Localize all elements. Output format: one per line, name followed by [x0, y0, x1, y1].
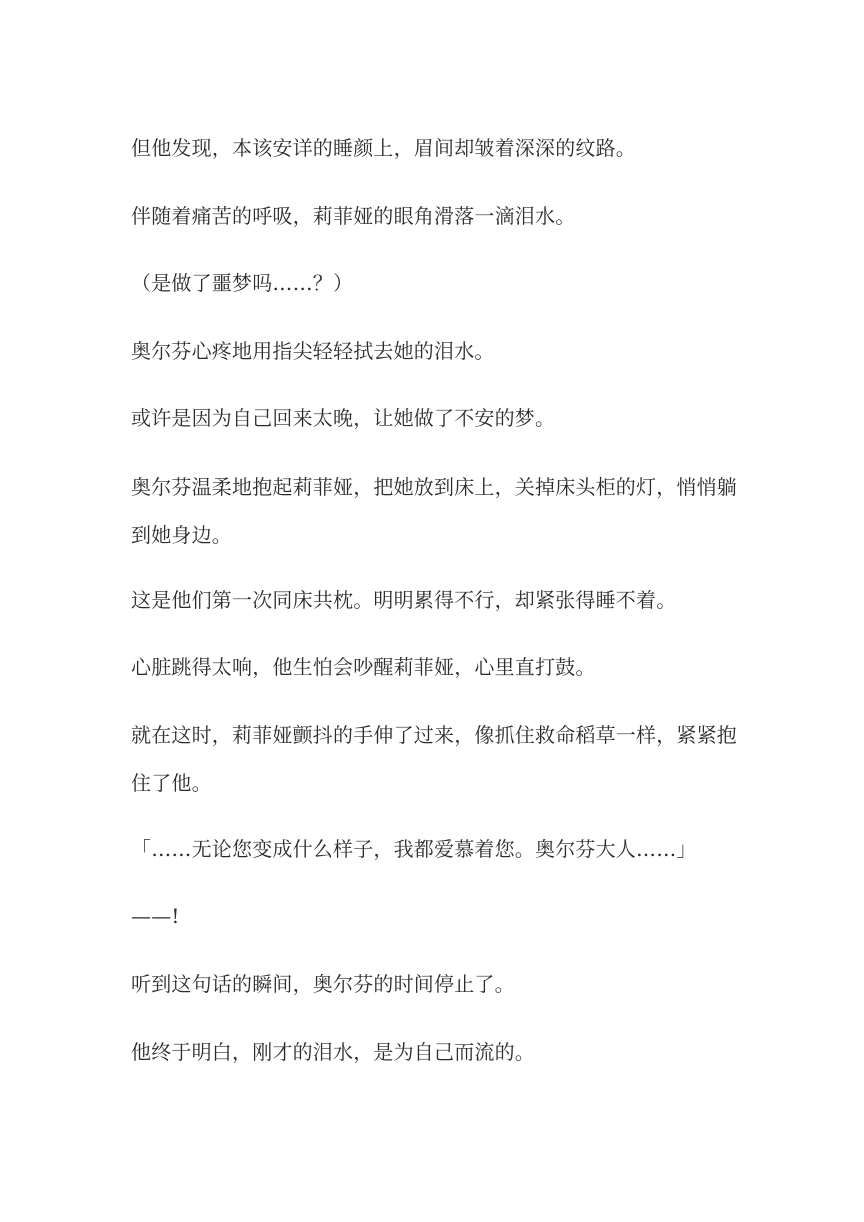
paragraph-9: 就在这时，莉菲娅颤抖的手伸了过来，像抓住救命稻草一样，紧紧抱住了他。 — [131, 723, 737, 795]
paragraph-3: （是做了噩梦吗……？） — [131, 271, 354, 295]
paragraph-12: 听到这句话的瞬间，奥尔芬的时间停止了。 — [131, 972, 515, 996]
paragraph-7: 这是他们第一次同床共枕。明明累得不行，却紧张得睡不着。 — [131, 588, 677, 612]
paragraph-8: 心脏跳得太响，他生怕会吵醒莉菲娅，心里直打鼓。 — [131, 655, 596, 679]
paragraph-1: 但他发现，本该安详的睡颜上，眉间却皱着深深的纹路。 — [131, 136, 636, 160]
paragraph-10: 「……无论您变成什么样子，我都爱慕着您。奥尔芬大人……」 — [131, 837, 697, 861]
paragraph-6: 奥尔芬温柔地抱起莉菲娅，把她放到床上，关掉床头柜的灯，悄悄躺到她身边。 — [131, 475, 737, 547]
paragraph-5: 或许是因为自己回来太晚，让她做了不安的梦。 — [131, 406, 556, 430]
paragraph-13: 他终于明白，刚才的泪水，是为自己而流的。 — [131, 1040, 535, 1064]
paragraph-11: ——! — [131, 904, 180, 928]
paragraph-2: 伴随着痛苦的呼吸，莉菲娅的眼角滑落一滴泪水。 — [131, 204, 576, 228]
paragraph-4: 奥尔芬心疼地用指尖轻轻拭去她的泪水。 — [131, 339, 495, 363]
